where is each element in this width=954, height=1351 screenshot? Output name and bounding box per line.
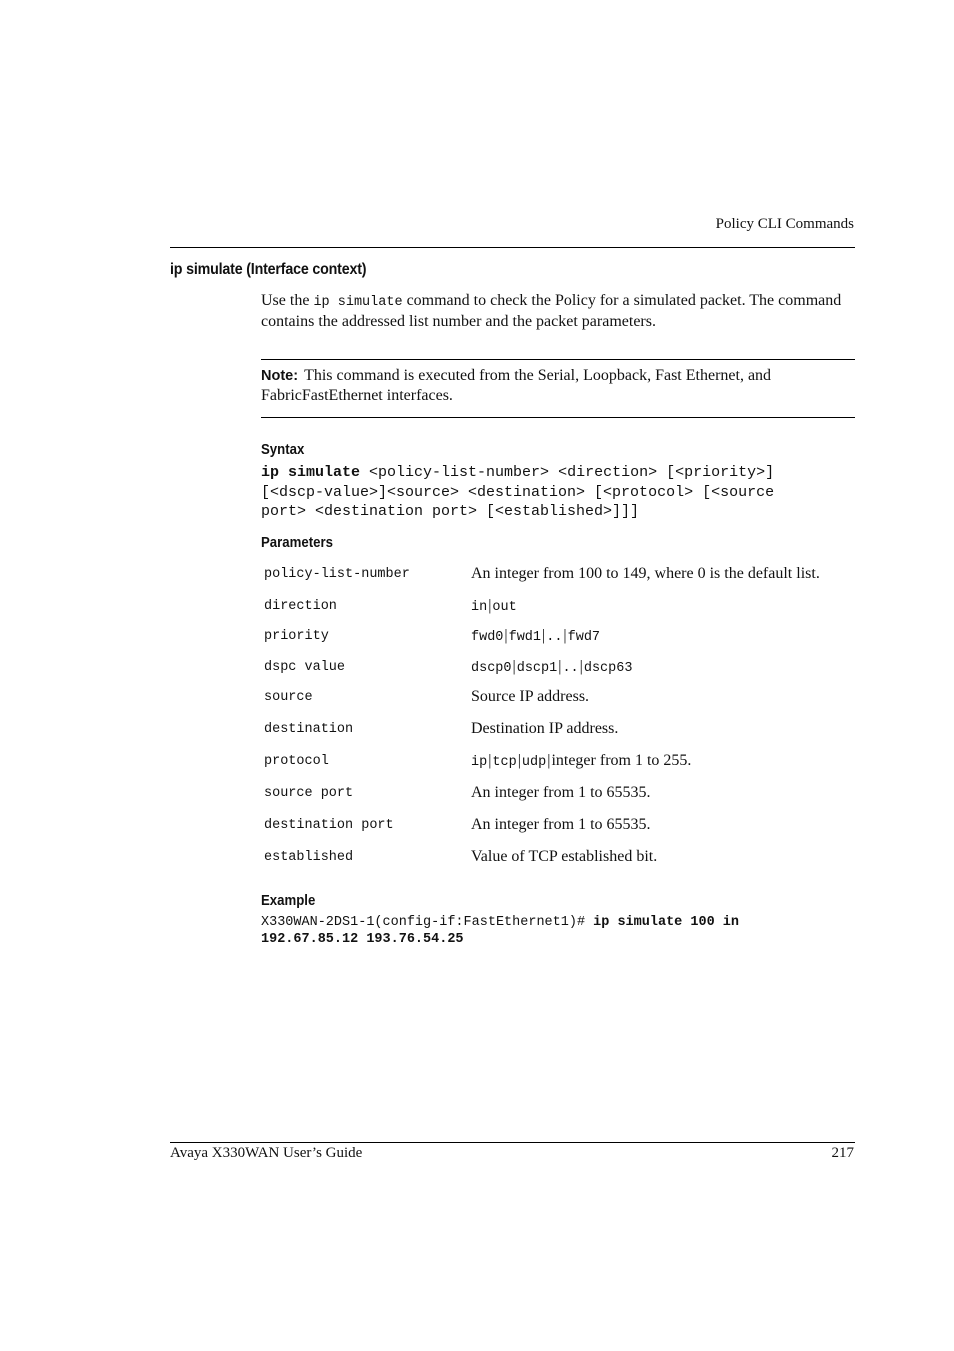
param-desc: dscp0|dscp1|..|dscp63: [471, 658, 633, 676]
syntax-line1: <policy-list-number> <direction> [<priority>]: [360, 464, 775, 481]
param-row-direction: [264, 597, 864, 617]
param-option: dscp63: [583, 661, 633, 676]
note-rule-bottom: [261, 417, 855, 418]
param-name: direction: [264, 599, 337, 614]
param-name: priority: [264, 629, 329, 644]
example-command-line1: ip simulate 100 in: [593, 915, 739, 930]
parameters-heading: Parameters: [261, 534, 333, 551]
note-text: This command is executed from the Serial, Loopback, Fast Ethernet, and FabricFastEthernet interfaces.: [261, 367, 772, 404]
param-option: ..: [562, 661, 579, 676]
param-name: destination port: [264, 818, 394, 833]
param-option: tcp: [492, 755, 517, 770]
param-desc: An integer from 100 to 149, where 0 is the default list.: [471, 565, 820, 582]
param-row-destination: [264, 720, 864, 740]
footer-page-number: 217: [831, 1145, 854, 1161]
param-option: fwd0: [471, 630, 504, 645]
param-name: source port: [264, 786, 354, 801]
param-desc: Source IP address.: [471, 688, 590, 705]
example-block: [261, 914, 861, 948]
note-block: [261, 366, 855, 405]
param-name: destination: [264, 722, 354, 737]
param-option: fwd1: [508, 630, 542, 645]
intro-paragraph: [261, 291, 855, 331]
param-name: policy-list-number: [264, 567, 410, 582]
param-option: out: [492, 600, 517, 615]
note-rule-top: [261, 359, 855, 360]
param-name: protocol: [264, 754, 329, 769]
syntax-line3: port> <destination port> [<established>]]]: [261, 503, 640, 520]
param-option: fwd7: [567, 630, 601, 645]
param-row-policy-list-number: [264, 565, 864, 585]
param-row-protocol: [264, 752, 864, 772]
param-row-source: [264, 688, 864, 708]
param-name: dspc value: [264, 660, 346, 675]
param-desc: Value of TCP established bit.: [471, 848, 658, 865]
syntax-heading: Syntax: [261, 441, 305, 458]
param-name: established: [264, 850, 354, 865]
param-option: udp: [521, 755, 547, 770]
syntax-line2: [<dscp-value>]<source> <destination> [<protocol> [<source: [261, 483, 775, 501]
param-row-priority: [264, 627, 864, 647]
param-name: source: [264, 690, 313, 705]
example-heading: Example: [261, 892, 316, 909]
param-option: ..: [546, 630, 563, 645]
note-label: Note:: [261, 368, 299, 384]
param-desc: Destination IP address.: [471, 720, 619, 737]
param-option: in: [471, 600, 488, 615]
intro-after: command to check the Policy for a simulated packet. The command contains the addressed list number and the packet parameters.: [261, 292, 842, 330]
param-row-established: [264, 848, 864, 868]
section-title: ip simulate (Interface context): [170, 261, 367, 278]
example-prompt: X330WAN-2DS1-1(config-if:FastEthernet1)#: [261, 915, 594, 930]
intro-before: Use the: [261, 292, 310, 309]
param-desc: An integer from 1 to 65535.: [471, 784, 651, 801]
running-header: Policy CLI Commands: [715, 216, 854, 232]
param-desc: ip|tcp|udp|integer from 1 to 255.: [471, 752, 692, 770]
param-desc: An integer from 1 to 65535.: [471, 816, 651, 833]
param-row-dspc-value: [264, 658, 864, 678]
footer-guide-title: Avaya X330WAN User’s Guide: [170, 1145, 363, 1161]
param-row-destination-port: [264, 816, 864, 836]
example-command-line2: 192.67.85.12 193.76.54.25: [261, 932, 464, 947]
footer-rule: [170, 1142, 855, 1143]
syntax-block: [261, 463, 861, 522]
param-desc-after: integer from 1 to 255.: [551, 752, 692, 769]
intro-command: ip simulate: [313, 295, 403, 310]
param-desc: in|out: [471, 597, 517, 615]
param-option: ip: [471, 755, 488, 770]
param-row-source-port: [264, 784, 864, 804]
header-rule: [170, 247, 855, 248]
param-option: dscp0: [471, 661, 512, 676]
param-option: dscp1: [516, 661, 558, 676]
param-desc: fwd0|fwd1|..|fwd7: [471, 627, 601, 645]
syntax-keyword: ip simulate: [261, 464, 361, 481]
